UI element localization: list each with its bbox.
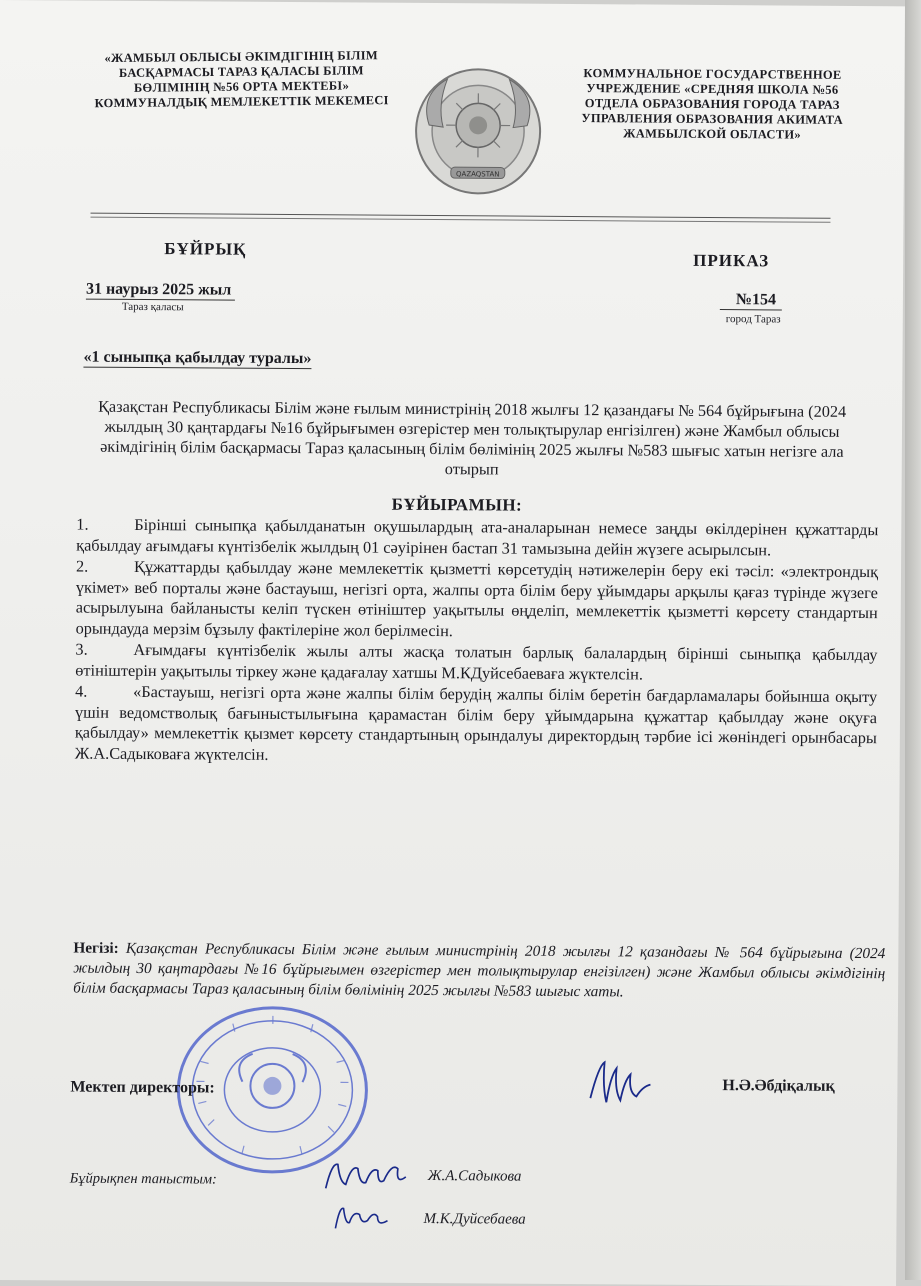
doc-title-kz: БҰЙРЫҚ (164, 239, 246, 260)
order-heading: БҰЙЫРАМЫН: (0, 492, 918, 518)
item-number: 2. (76, 557, 88, 578)
city-kz: Тараз қаласы (122, 301, 184, 313)
header-org-kz: «ЖАМБЫЛ ОБЛЫСЫ ӘКІМДІГІНІҢ БІЛІМ БАСҚАРМАСЫ ТАРАЗ ҚАЛАСЫ БІЛІМ БӨЛІМІНІҢ №56 ОРТА МЕКТЕБІ» КОММУНАЛДЫҚ МЕМЛЕКЕТТІК МЕКЕМЕСІ (91, 48, 392, 111)
director-label: Мектеп директоры: (70, 1079, 214, 1098)
signature-sadykova-icon (322, 1154, 412, 1197)
item-text: Бірінші сыныпқа қабылданатын оқушылардың ата-аналарынан немесе заңды өкілдерінен құжаттарды қабылдау ағымдағы күнтізбелік жылдың 01 сәуірінен бастап 31 тамызына дейін жүзеге асырылсын. (76, 515, 878, 559)
director-signature-icon (584, 1056, 656, 1113)
doc-date: 31 наурыз 2025 жыл (86, 281, 235, 301)
item-text: «Бастауыш, негізгі орта және жалпы білім берудің жалпы білім беретін бағдарламалары бойынша оқыту үшін ведомстволық бағыныстылығына қарамастан білім беру ұйымдарына құжаттар қабылдау және оқуға қабылдау» мемлекеттік қызмет көрсету стандартының орындалуы директордың тәрбие ісі жөніндегі орынбасары Ж.А.Садыковаға жүктелсін. (75, 682, 878, 763)
signature-duisebaeva-icon (331, 1200, 391, 1236)
doc-title-ru: ПРИКАЗ (693, 251, 769, 272)
basis-section (73, 939, 885, 1005)
state-emblem-icon (409, 65, 548, 198)
page-edge (905, 0, 921, 1280)
basis-text: Қазақстан Республикасы Білім және ғылым министрінің 2018 жылғы 12 қазандағы № 564 бұйрығына (2024 жылдың 30 қаңтардағы №16 бұйрығымен өзгерістер мен толықтырулар енгізілген) және Жамбыл облысы әкімдігінің білім басқармасы Тараз қаласының білім бөлімінің 2025 жылғы №583 шығыс хаты. (73, 940, 885, 1000)
item-text: Құжаттарды қабылдау және мемлекеттік қызметті көрсетудің нәтижелерін беру екі тәсіл: «электрондық үкімет» веб порталы және бастауыш, негізгі орта, жалпы орта білім беру ұйымдары арқылы қағаз түрінде жүзеге асырылуына байланысты келіп түскен өтініштер уақытылы өңделіп, мемлекеттік қызметті көрсету стандартын орындауда мерзім бұзылу фактілеріне жол берілмесін. (76, 557, 879, 640)
ack-name-2: М.К.Дуйсебаева (423, 1211, 525, 1229)
order-items (75, 515, 879, 771)
emblem-text: QAZAQSTAN (456, 170, 500, 178)
item-number: 1. (76, 515, 88, 536)
item-text: Ағымдағы күнтізбелік жылы алты жасқа толатын барлық балалардың бірінші сыныпқа қабылдау өтініштерін уақытылы тіркеу және қадағалау хатшы М.КДуйсебаеваға жүктелсін. (75, 640, 877, 683)
ack-label: Бұйрықпен таныстым: (70, 1171, 217, 1189)
preamble: Қазақстан Республикасы Білім және ғылым министрінің 2018 жылғы 12 қазандағы № 564 бұйрығына (2024 жылдың 30 қаңтардағы №16 бұйрығымен өзгерістер мен толықтырулар енгізілген) және Жамбыл облысы әкімдігінің білім басқармасы Тараз қаласының білім бөлімінің 2025 жылғы №583 шығыс хатын негізге ала отырып (77, 397, 868, 483)
director-name: Н.Ә.Әбдіқалық (722, 1077, 834, 1096)
item-number: 4. (75, 682, 87, 703)
basis-label: Негізі: (73, 940, 119, 957)
city-ru: город Тараз (726, 313, 781, 325)
ack-name-1: Ж.А.Садыкова (428, 1168, 522, 1186)
order-item (76, 557, 879, 645)
doc-subject: «1 сыныпқа қабылдау туралы» (83, 349, 311, 370)
order-item (75, 640, 877, 687)
doc-number: №154 (720, 291, 782, 310)
order-item (76, 515, 878, 562)
order-item (75, 682, 878, 770)
header-org-ru: КОММУНАЛЬНОЕ ГОСУДАРСТВЕННОЕ УЧРЕЖДЕНИЕ «СРЕДНЯЯ ШКОЛА №56 ОТДЕЛА ОБРАЗОВАНИЯ ГОРОДА ТАРАЗ УПРАВЛЕНИЯ ОБРАЗОВАНИЯ АКИМАТА ЖАМБЫЛСКОЙ ОБЛАСТИ» (567, 66, 858, 143)
item-number: 3. (75, 640, 87, 661)
